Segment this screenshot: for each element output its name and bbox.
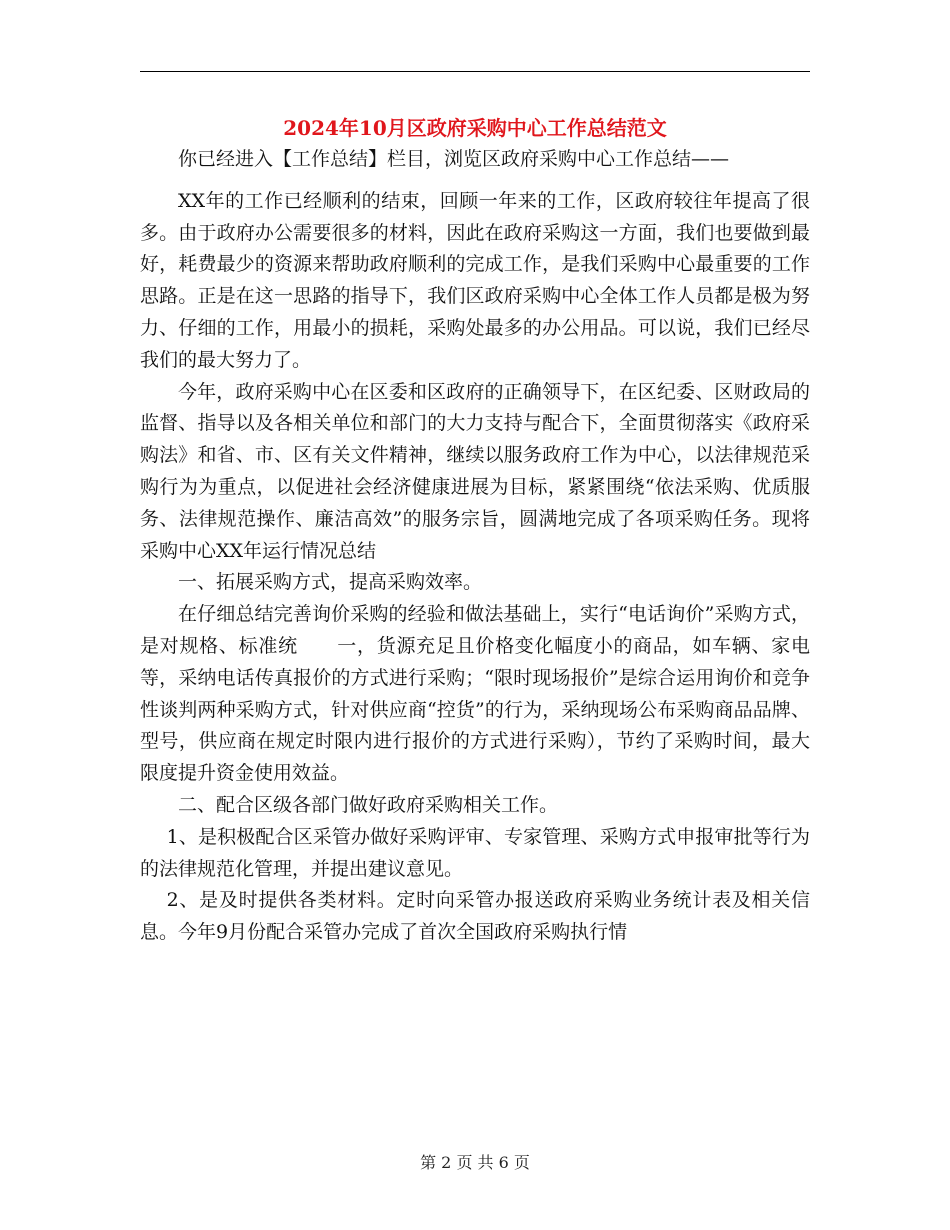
section-heading-1: 一、拓展采购方式，提高采购效率。	[178, 571, 483, 594]
list-item-2: 2、是及时提供各类材料。定时向采管办报送政府采购业务统计表及相关信息。今年9月份配合采管办完成了首次全国政府采购执行情	[140, 889, 810, 944]
intro-paragraph: 你已经进入【工作总结】栏目，浏览区政府采购中心工作总结——	[178, 148, 730, 170]
section-heading-2: 二、配合区级各部门做好政府采购相关工作。	[178, 793, 559, 816]
document-body	[140, 144, 810, 949]
list-item-1: 1、是积极配合区采管办做好采购评审、专家管理、采购方式申报审批等行为的法律规范化管理，并提出建议意见。	[140, 825, 810, 880]
document-title: 2024年10月区政府采购中心工作总结范文	[283, 116, 667, 140]
paragraph-review: XX年的工作已经顺利的结束，回顾一年来的工作，区政府较往年提高了很多。由于政府办公需要很多的材料，因此在政府采购这一方面，我们也要做到最好，耗费最少的资源来帮助政府顺利的完成工作，是我们采购中心最重要的工作思路。正是在这一思路的指导下，我们区政府采购中心全体工作人员都是极为努力、仔细的工作，用最小的损耗，采购处最多的办公用品。可以说，我们已经尽我们的最大努力了。	[140, 189, 810, 371]
paragraph-procurement-methods: 在仔细总结完善询价采购的经验和做法基础上，实行“电话询价”采购方式，是对规格、标准统 一，货源充足且价格变化幅度小的商品，如车辆、家电等，采纳电话传真报价的方式进行采购；“限时现场报价”是综合运用询价和竞争性谈判两种采购方式，针对供应商“控货”的行为，采纳现场公布采购商品品牌、型号，供应商在规定时限内进行报价的方式进行采购），节约了采购时间，最大限度提升资金使用效益。	[140, 603, 810, 785]
header-rule	[140, 71, 810, 72]
paragraph-overview: 今年，政府采购中心在区委和区政府的正确领导下，在区纪委、区财政局的监督、指导以及各相关单位和部门的大力支持与配合下，全面贯彻落实《政府采购法》和省、市、区有关文件精神，继续以服务政府工作为中心，以法律规范采购行为为重点，以促进社会经济健康进展为目标，紧紧围绕“依法采购、优质服务、法律规范操作、廉洁高效”的服务宗旨，圆满地完成了各项采购任务。现将采购中心XX年运行情况总结	[140, 380, 810, 562]
page-number-footer: 第 2 页 共 6 页	[420, 1153, 530, 1172]
